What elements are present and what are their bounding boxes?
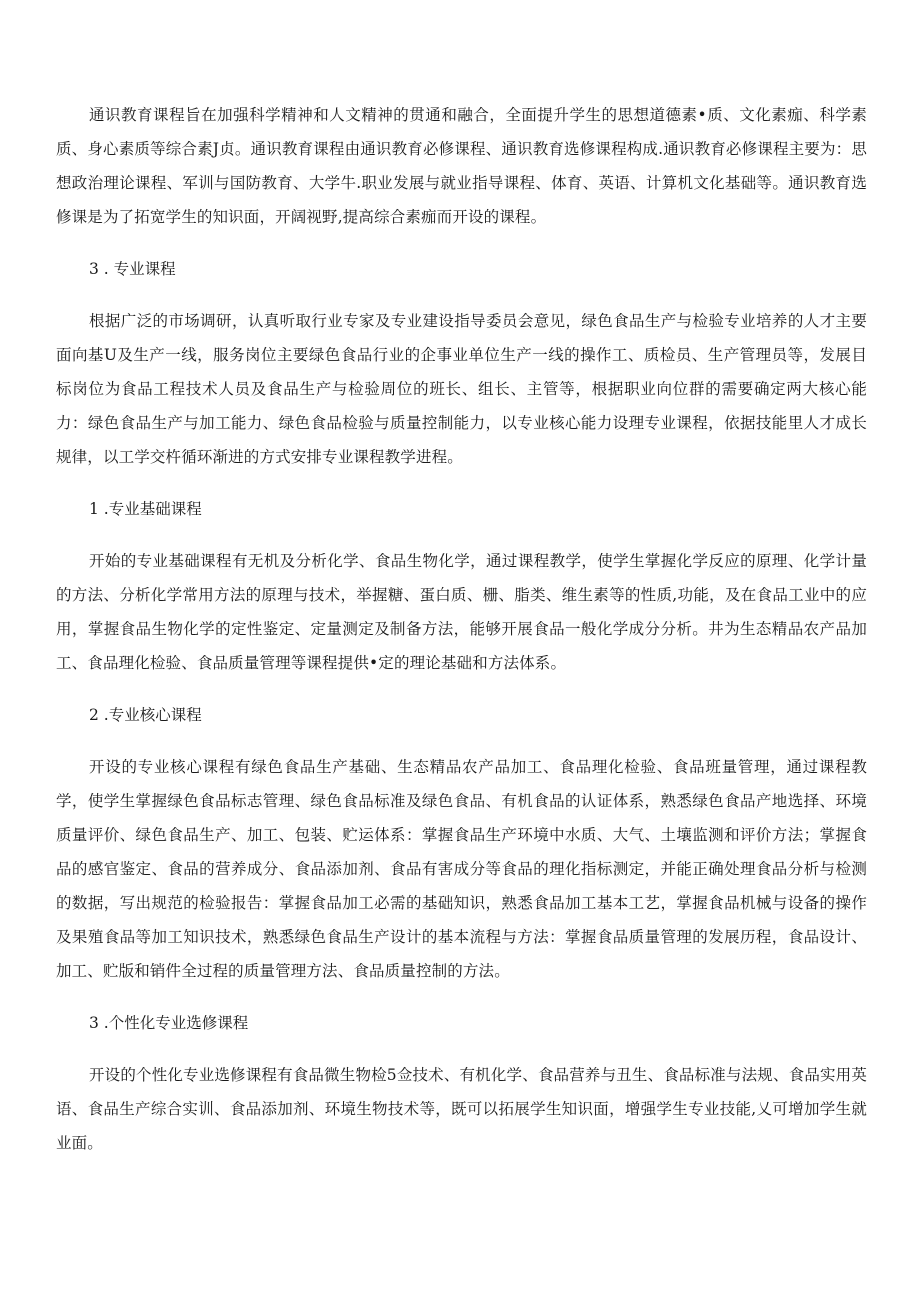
paragraph-general-education: 通识教育课程旨在加强科学精神和人文精神的贯通和融合，全面提升学生的思想道德素•质、文化素痂、科学素质、身心素质等综合素J贞。通识教育课程由通识教育必修课程、通识教育选修课程构成.通识教育必修课程主要为：思想政治理论课程、军训与国防教育、大学牛.职业发展与就业指导课程、体育、英语、计算机文化基础等。通识教育选修课是为了拓宽学生的知识面，开阔视野,提高综合素痂而开设的课程。	[56, 106, 867, 226]
spacer	[56, 732, 867, 750]
paragraph-professional-courses: 根据广泛的市场调研，认真听取行业专家及专业建设指导委员会意见，绿色食品生产与检验专业培养的人才主要面向基U及生产一线，服务岗位主要绿色食品行业的企事业单位生产一线的操作工、质检员、生产管理员等，发展目标岗位为食品工程技术人员及食品生产与检验周位的班长、组长、主管等，根据职业向位群的需要确定两大核心能力：绿色食品生产与加工能力、绿色食品检验与质量控制能力，以专业核心能力设理专业课程，依据技能里人才成长规律，以工学交杵循环渐进的方式安排专业课程教学进程。	[56, 312, 867, 466]
heading-core-courses: 2 .专业核心课程	[89, 706, 202, 724]
spacer	[56, 1040, 867, 1058]
spacer	[56, 286, 867, 304]
heading-elective-courses: 3 .个性化专业选修课程	[89, 1014, 249, 1032]
paragraph-elective-courses: 开设的个性化专业选修课程有食品微生物检5佥技术、有机化学、食品营养与丑生、食品标准与法规、食品实用英语、食品生产综合实训、食品添加剂、环境生物技术等，既可以拓展学生知识面，增强学生专业技能,乂可增加学生就业面。	[56, 1066, 867, 1152]
spacer	[56, 988, 867, 1006]
heading-professional-courses: 3 . 专业课程	[89, 260, 176, 278]
spacer	[56, 526, 867, 544]
document-body	[56, 98, 867, 1160]
spacer	[56, 474, 867, 492]
heading-foundation-courses: 1 .专业基础课程	[89, 500, 202, 518]
spacer	[56, 234, 867, 252]
paragraph-foundation-courses: 开始的专业基础课程有无机及分析化学、食品生物化学，通过课程教学，使学生掌握化学反应的原理、化学计量的方法、分析化学常用方法的原理与技术，举握糖、蛋白质、栅、脂类、维生素等的性质,功能，及在食品工业中的应用，掌握食品生物化学的定性鉴定、定量测定及制备方法，能够开展食品一般化学成分分析。井为生态精品农产品加工、食品理化检验、食品质量管理等课程提供•定的理论基础和方法体系。	[56, 552, 867, 672]
spacer	[56, 680, 867, 698]
paragraph-core-courses: 开设的专业核心课程有绿色食品生产基础、生态精品农产品加工、食品理化检验、食品班量管理，通过课程教学，使学生掌握绿色食品标志管理、绿色食品标准及绿色食品、有机食品的认证体系，熟悉绿色食品产地选择、环境质量评价、绿色食品生产、加工、包装、贮运体系：掌握食品生产环境中水质、大气、土壤监测和评价方法；掌握食品的感官鉴定、食品的营养成分、食品添加剂、食品有害成分等食品的理化指标测定，并能正确处理食品分析与检测的数据，写出规范的检验报告：掌握食品加工必需的基础知识，熟悉食品加工基本工艺，掌握食品机械与设备的操作及果殖食品等加工知识技术，熟悉绿色食品生产设计的基本流程与方法：掌握食品质量管理的发展历程，食品设计、加工、贮版和销件全过程的质量管理方法、食品质量控制的方法。	[56, 758, 867, 980]
